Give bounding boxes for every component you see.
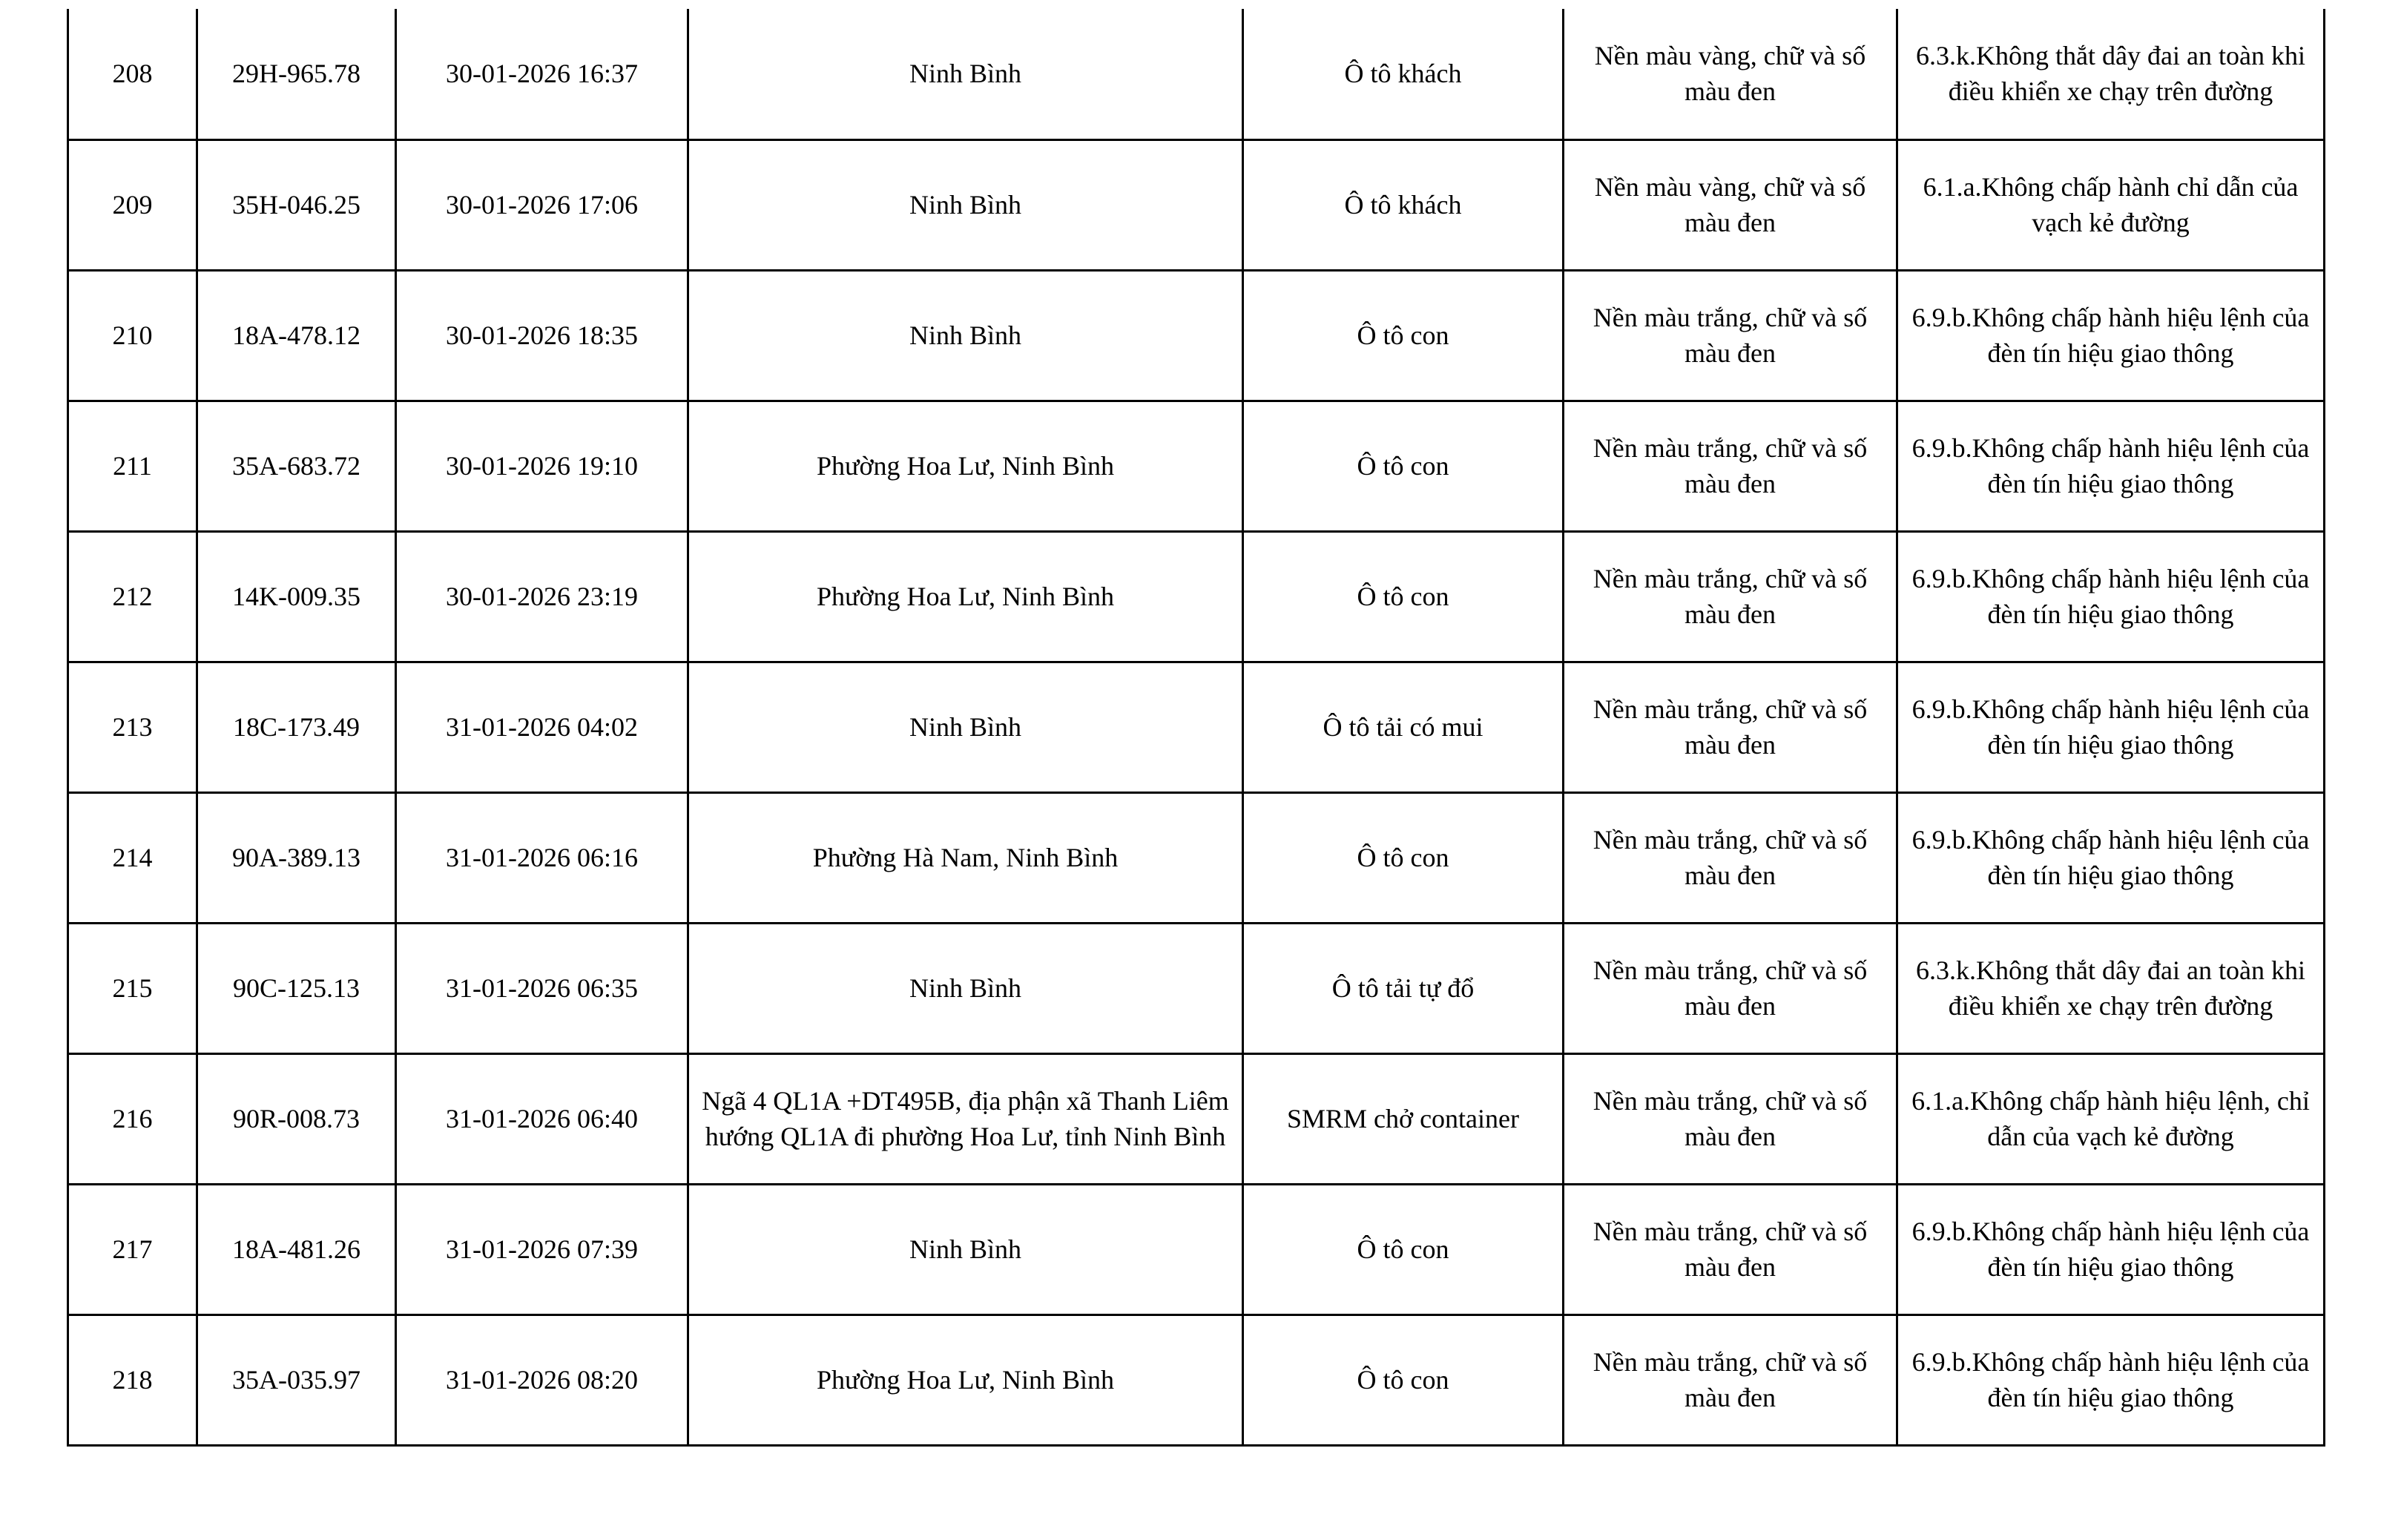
license-plate: 18A-481.26 <box>197 1184 396 1314</box>
violation-location: Ninh Bình <box>688 662 1243 792</box>
violation-time: 31-01-2026 06:35 <box>396 923 688 1053</box>
table-row <box>68 401 2325 531</box>
violation-description: 6.9.b.Không chấp hành hiệu lệnh của đèn tín hiệu giao thông <box>1897 531 2325 662</box>
row-number: 214 <box>68 792 197 923</box>
vehicle-type: Ô tô khách <box>1243 9 1564 139</box>
violation-time: 30-01-2026 23:19 <box>396 531 688 662</box>
row-number: 216 <box>68 1053 197 1184</box>
plate-color: Nền màu vàng, chữ và số màu đen <box>1564 9 1897 139</box>
violation-description: 6.9.b.Không chấp hành hiệu lệnh của đèn tín hiệu giao thông <box>1897 1314 2325 1445</box>
table-row <box>68 531 2325 662</box>
violation-description: 6.1.a.Không chấp hành chỉ dẫn của vạch kẻ đường <box>1897 139 2325 270</box>
plate-color: Nền màu trắng, chữ và số màu đen <box>1564 401 1897 531</box>
violation-location: Phường Hoa Lư, Ninh Bình <box>688 1314 1243 1445</box>
vehicle-type: Ô tô tải tự đổ <box>1243 923 1564 1053</box>
violations-table-container <box>67 9 2323 1447</box>
violation-description: 6.3.k.Không thắt dây đai an toàn khi điều khiển xe chạy trên đường <box>1897 9 2325 139</box>
plate-color: Nền màu vàng, chữ và số màu đen <box>1564 139 1897 270</box>
row-number: 212 <box>68 531 197 662</box>
table-body <box>68 9 2325 1445</box>
vehicle-type: Ô tô tải có mui <box>1243 662 1564 792</box>
table-row <box>68 270 2325 401</box>
violation-time: 30-01-2026 18:35 <box>396 270 688 401</box>
violation-description: 6.9.b.Không chấp hành hiệu lệnh của đèn tín hiệu giao thông <box>1897 1184 2325 1314</box>
vehicle-type: Ô tô con <box>1243 401 1564 531</box>
violation-description: 6.9.b.Không chấp hành hiệu lệnh của đèn tín hiệu giao thông <box>1897 662 2325 792</box>
violation-location: Ninh Bình <box>688 1184 1243 1314</box>
violations-table <box>67 9 2325 1447</box>
license-plate: 35A-035.97 <box>197 1314 396 1445</box>
vehicle-type: Ô tô con <box>1243 1314 1564 1445</box>
row-number: 215 <box>68 923 197 1053</box>
violation-location: Phường Hoa Lư, Ninh Bình <box>688 401 1243 531</box>
violation-description: 6.9.b.Không chấp hành hiệu lệnh của đèn tín hiệu giao thông <box>1897 792 2325 923</box>
vehicle-type: Ô tô con <box>1243 270 1564 401</box>
vehicle-type: Ô tô con <box>1243 792 1564 923</box>
row-number: 213 <box>68 662 197 792</box>
plate-color: Nền màu trắng, chữ và số màu đen <box>1564 1184 1897 1314</box>
violation-description: 6.9.b.Không chấp hành hiệu lệnh của đèn tín hiệu giao thông <box>1897 401 2325 531</box>
plate-color: Nền màu trắng, chữ và số màu đen <box>1564 923 1897 1053</box>
vehicle-type: Ô tô con <box>1243 1184 1564 1314</box>
license-plate: 90R-008.73 <box>197 1053 396 1184</box>
violation-location: Phường Hoa Lư, Ninh Bình <box>688 531 1243 662</box>
plate-color: Nền màu trắng, chữ và số màu đen <box>1564 1053 1897 1184</box>
violation-location: Phường Hà Nam, Ninh Bình <box>688 792 1243 923</box>
violation-location: Ninh Bình <box>688 270 1243 401</box>
row-number: 211 <box>68 401 197 531</box>
violation-description: 6.3.k.Không thắt dây đai an toàn khi điều khiển xe chạy trên đường <box>1897 923 2325 1053</box>
license-plate: 35H-046.25 <box>197 139 396 270</box>
license-plate: 35A-683.72 <box>197 401 396 531</box>
row-number: 209 <box>68 139 197 270</box>
violation-location: Ninh Bình <box>688 9 1243 139</box>
license-plate: 90A-389.13 <box>197 792 396 923</box>
table-row <box>68 662 2325 792</box>
violation-time: 31-01-2026 06:40 <box>396 1053 688 1184</box>
license-plate: 90C-125.13 <box>197 923 396 1053</box>
violation-description: 6.1.a.Không chấp hành hiệu lệnh, chỉ dẫn của vạch kẻ đường <box>1897 1053 2325 1184</box>
violation-time: 30-01-2026 16:37 <box>396 9 688 139</box>
license-plate: 18A-478.12 <box>197 270 396 401</box>
violation-location: Ngã 4 QL1A +DT495B, địa phận xã Thanh Liêm hướng QL1A đi phường Hoa Lư, tỉnh Ninh Bình <box>688 1053 1243 1184</box>
violation-location: Ninh Bình <box>688 139 1243 270</box>
vehicle-type: Ô tô khách <box>1243 139 1564 270</box>
row-number: 218 <box>68 1314 197 1445</box>
table-row <box>68 1053 2325 1184</box>
violation-location: Ninh Bình <box>688 923 1243 1053</box>
table-row <box>68 923 2325 1053</box>
plate-color: Nền màu trắng, chữ và số màu đen <box>1564 1314 1897 1445</box>
license-plate: 29H-965.78 <box>197 9 396 139</box>
violation-description: 6.9.b.Không chấp hành hiệu lệnh của đèn tín hiệu giao thông <box>1897 270 2325 401</box>
plate-color: Nền màu trắng, chữ và số màu đen <box>1564 531 1897 662</box>
violation-time: 31-01-2026 08:20 <box>396 1314 688 1445</box>
row-number: 208 <box>68 9 197 139</box>
table-row <box>68 9 2325 139</box>
violation-time: 30-01-2026 19:10 <box>396 401 688 531</box>
table-row <box>68 1314 2325 1445</box>
table-row <box>68 792 2325 923</box>
violation-time: 31-01-2026 06:16 <box>396 792 688 923</box>
row-number: 210 <box>68 270 197 401</box>
vehicle-type: Ô tô con <box>1243 531 1564 662</box>
violation-time: 30-01-2026 17:06 <box>396 139 688 270</box>
violation-time: 31-01-2026 07:39 <box>396 1184 688 1314</box>
plate-color: Nền màu trắng, chữ và số màu đen <box>1564 662 1897 792</box>
violation-time: 31-01-2026 04:02 <box>396 662 688 792</box>
table-row <box>68 139 2325 270</box>
license-plate: 14K-009.35 <box>197 531 396 662</box>
row-number: 217 <box>68 1184 197 1314</box>
license-plate: 18C-173.49 <box>197 662 396 792</box>
table-row <box>68 1184 2325 1314</box>
plate-color: Nền màu trắng, chữ và số màu đen <box>1564 270 1897 401</box>
plate-color: Nền màu trắng, chữ và số màu đen <box>1564 792 1897 923</box>
vehicle-type: SMRM chở container <box>1243 1053 1564 1184</box>
